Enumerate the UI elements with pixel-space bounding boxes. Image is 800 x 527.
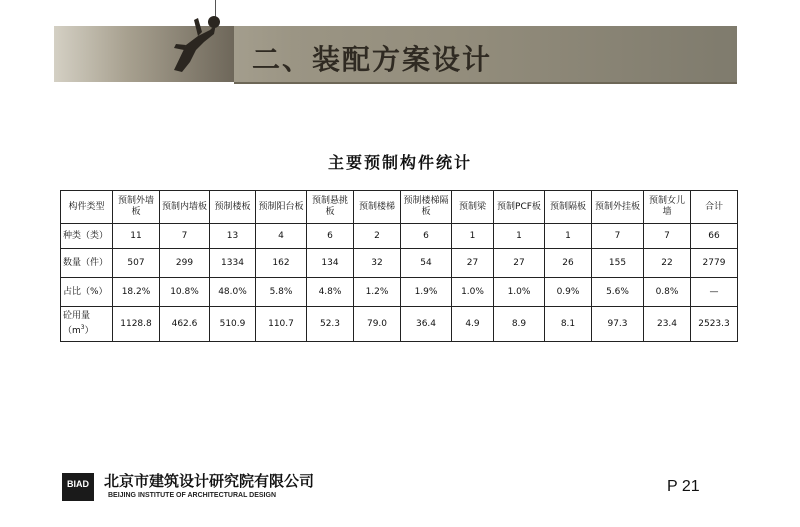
table-cell: 4 (256, 224, 307, 249)
row-label-main: 砼用量（m (63, 311, 91, 336)
header-rule (234, 82, 737, 84)
table-header-row (61, 191, 738, 224)
table-cell: 32 (354, 249, 401, 278)
table-cell: 6 (401, 224, 452, 249)
table-cell: 134 (307, 249, 354, 278)
header-cell: 合计 (691, 191, 738, 224)
organization-name-cn: 北京市建筑设计研究院有限公司 (104, 472, 315, 490)
row-label: 种类（类） (61, 224, 113, 249)
table-cell: 18.2% (113, 278, 160, 307)
biad-logo-text: BIAD (67, 479, 89, 489)
table-title: 主要预制构件统计 (327, 153, 472, 172)
header-cell: 预制楼梯 (354, 191, 401, 224)
row-label: 占比（%） (61, 278, 113, 307)
header-cell: 构件类型 (61, 191, 113, 224)
table-cell: 66 (691, 224, 738, 249)
table-cell: 6 (307, 224, 354, 249)
table-cell: 155 (592, 249, 644, 278)
table-cell: 5.6% (592, 278, 644, 307)
table-cell: 8.9 (494, 307, 545, 342)
page-title: 二、装配方案设计 (252, 43, 493, 76)
table-row (61, 224, 738, 249)
table-cell: 54 (401, 249, 452, 278)
table-cell: 26 (545, 249, 592, 278)
header-cell: 预制外挂板 (592, 191, 644, 224)
header-cell: 预制楼板 (210, 191, 256, 224)
table-row (61, 249, 738, 278)
organization-name-en: BEIJING INSTITUTE OF ARCHITECTURAL DESIGN (108, 492, 277, 499)
table-cell: 2523.3 (691, 307, 738, 342)
row-label (61, 307, 113, 342)
table-cell: 8.1 (545, 307, 592, 342)
table-cell: 1334 (210, 249, 256, 278)
table-cell: 299 (160, 249, 210, 278)
table-cell: 79.0 (354, 307, 401, 342)
table-cell: 1.9% (401, 278, 452, 307)
header-cell: 预制梁 (452, 191, 494, 224)
table-cell: 36.4 (401, 307, 452, 342)
climber-figure (154, 0, 234, 80)
table-cell: 2 (354, 224, 401, 249)
table-cell: 2779 (691, 249, 738, 278)
table-cell: 507 (113, 249, 160, 278)
row-label: 数量（件） (61, 249, 113, 278)
table-cell: 52.3 (307, 307, 354, 342)
header-cell: 预制悬挑板 (307, 191, 354, 224)
table-cell: 4.8% (307, 278, 354, 307)
table-cell: 1.0% (452, 278, 494, 307)
header-cell: 预制女儿墙 (644, 191, 691, 224)
table-cell: 1.2% (354, 278, 401, 307)
table-cell: 1 (494, 224, 545, 249)
table-cell: 22 (644, 249, 691, 278)
table-cell: 23.4 (644, 307, 691, 342)
table-row (61, 307, 738, 342)
table-cell: 5.8% (256, 278, 307, 307)
header-cell: 预制PCF板 (494, 191, 545, 224)
header-cell: 预制隔板 (545, 191, 592, 224)
table-cell: 48.0% (210, 278, 256, 307)
table-row (61, 278, 738, 307)
table-cell: 0.8% (644, 278, 691, 307)
header-cell: 预制阳台板 (256, 191, 307, 224)
table-cell: 7 (160, 224, 210, 249)
table-cell: 162 (256, 249, 307, 278)
table-cell: 110.7 (256, 307, 307, 342)
table-cell: 10.8% (160, 278, 210, 307)
table-cell: 1 (452, 224, 494, 249)
components-table (60, 190, 738, 342)
header-cell: 预制内墙板 (160, 191, 210, 224)
table-cell: 1.0% (494, 278, 545, 307)
row-label-sup: 3 (80, 324, 85, 331)
table-cell: 4.9 (452, 307, 494, 342)
row-label-tail: ） (84, 326, 94, 336)
header-cell: 预制楼梯隔板 (401, 191, 452, 224)
table-cell: 462.6 (160, 307, 210, 342)
table-cell: 11 (113, 224, 160, 249)
table-cell: — (691, 278, 738, 307)
table-cell: 510.9 (210, 307, 256, 342)
page-number: P 21 (667, 478, 700, 495)
table-cell: 13 (210, 224, 256, 249)
table-cell: 0.9% (545, 278, 592, 307)
table-cell: 27 (494, 249, 545, 278)
table-cell: 7 (592, 224, 644, 249)
table-cell: 1128.8 (113, 307, 160, 342)
table-cell: 7 (644, 224, 691, 249)
table-cell: 1 (545, 224, 592, 249)
table-cell: 27 (452, 249, 494, 278)
table-cell: 97.3 (592, 307, 644, 342)
header-cell: 预制外墙板 (113, 191, 160, 224)
